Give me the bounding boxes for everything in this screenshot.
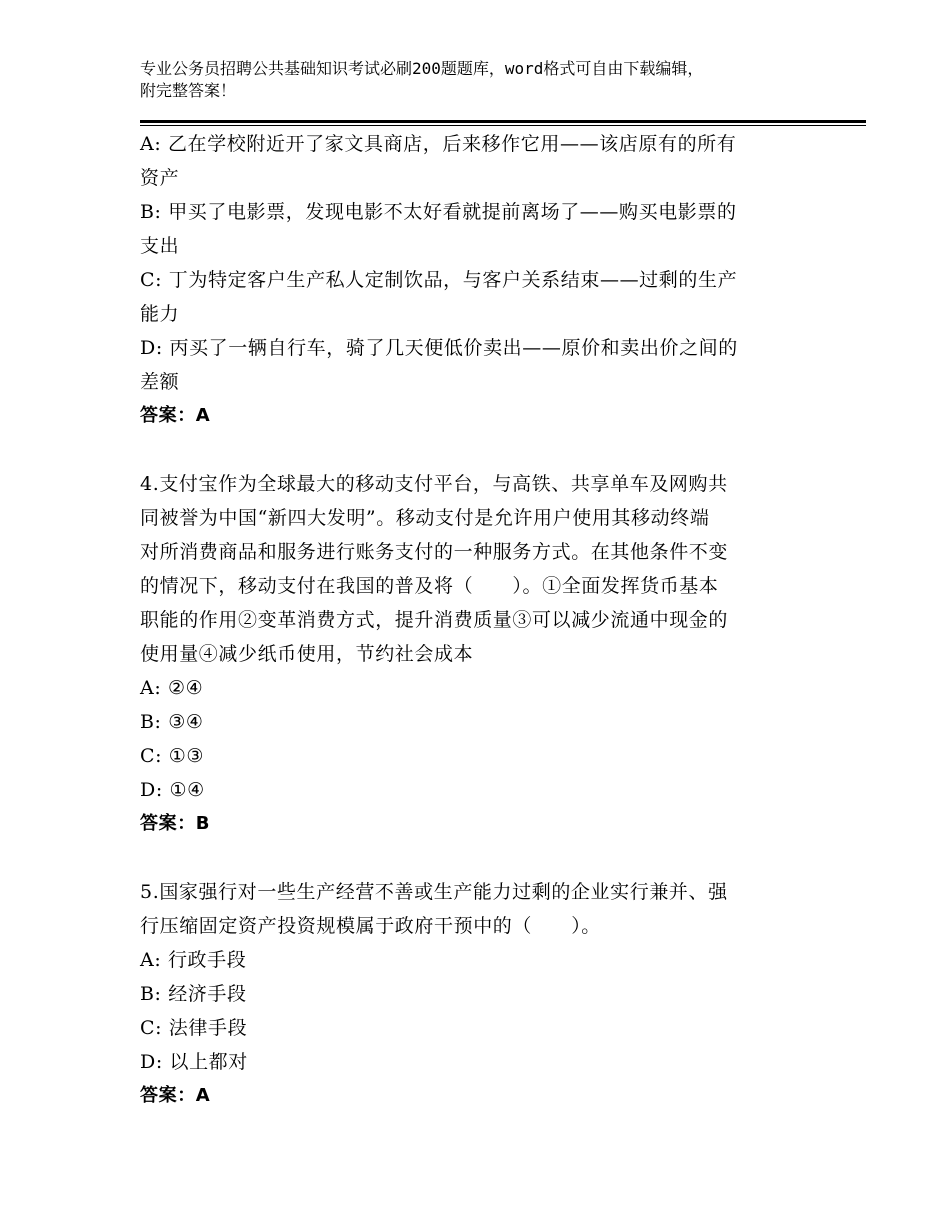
q4-option-a: A: ②④ [140,677,204,699]
q4-stem-line: 的情况下，移动支付在我国的普及将（ ）。①全面发挥货币基本 [140,575,719,597]
q4-answer: 答案：B [140,813,211,834]
q5-option-a: A: 行政手段 [140,949,247,971]
q4-stem-line: 职能的作用②变革消费方式，提升消费质量③可以减少流通中现金的 [140,609,729,631]
q5-answer: 答案：A [140,1085,211,1106]
q3-option-c-line1: C: 丁为特定客户生产私人定制饮品，与客户关系结束——过剩的生产 [140,269,738,291]
q3-option-c-line2: 能力 [140,303,180,325]
q5-stem-line: 5.国家强行对一些生产经营不善或生产能力过剩的企业实行兼并、强 [140,881,728,903]
document-body [140,127,806,1113]
q5-option-d: D: 以上都对 [140,1051,248,1073]
question-4-options [140,671,806,807]
q3-option-b-line1: B: 甲买了电影票，发现电影不太好看就提前离场了——购买电影票的 [140,201,737,223]
q4-stem-line: 同被誉为中国“新四大发明”。移动支付是允许用户使用其移动终端 [140,507,710,529]
q3-option-d-line2: 差额 [140,371,180,393]
header-line-1: 专业公务员招聘公共基础知识考试必刷200题题库，word格式可自由下载编辑， [140,59,704,78]
question-4-stem [140,467,806,671]
q5-option-b: B: 经济手段 [140,983,247,1005]
q4-option-b: B: ③④ [140,711,204,733]
q4-stem-line: 4.支付宝作为全球最大的移动支付平台，与高铁、共享单车及网购共 [140,473,728,495]
q4-stem-line: 使用量④减少纸币使用，节约社会成本 [140,643,474,665]
q3-option-a-line1: A: 乙在学校附近开了家文具商店，后来移作它用——该店原有的所有 [140,133,737,155]
spacer [140,841,806,875]
document-header [140,58,820,102]
spacer [140,433,806,467]
q3-option-a-line2: 资产 [140,167,180,189]
header-rule-thin [140,125,866,126]
question-3-options [140,127,806,399]
q5-option-c: C: 法律手段 [140,1017,248,1039]
question-5-stem [140,875,806,943]
q4-option-c: C: ①③ [140,745,205,767]
q4-stem-line: 对所消费商品和服务进行账务支付的一种服务方式。在其他条件不变 [140,541,729,563]
q3-option-d-line1: D: 丙买了一辆自行车，骑了几天便低价卖出——原价和卖出价之间的 [140,337,738,359]
q5-stem-line: 行压缩固定资产投资规模属于政府干预中的（ ）。 [140,915,601,937]
header-line-2: 附完整答案！ [140,81,237,100]
q3-option-b-line2: 支出 [140,235,180,257]
q3-answer: 答案：A [140,405,211,426]
header-rule-thick [140,120,866,123]
question-5-options [140,943,806,1079]
q4-option-d: D: ①④ [140,779,205,801]
